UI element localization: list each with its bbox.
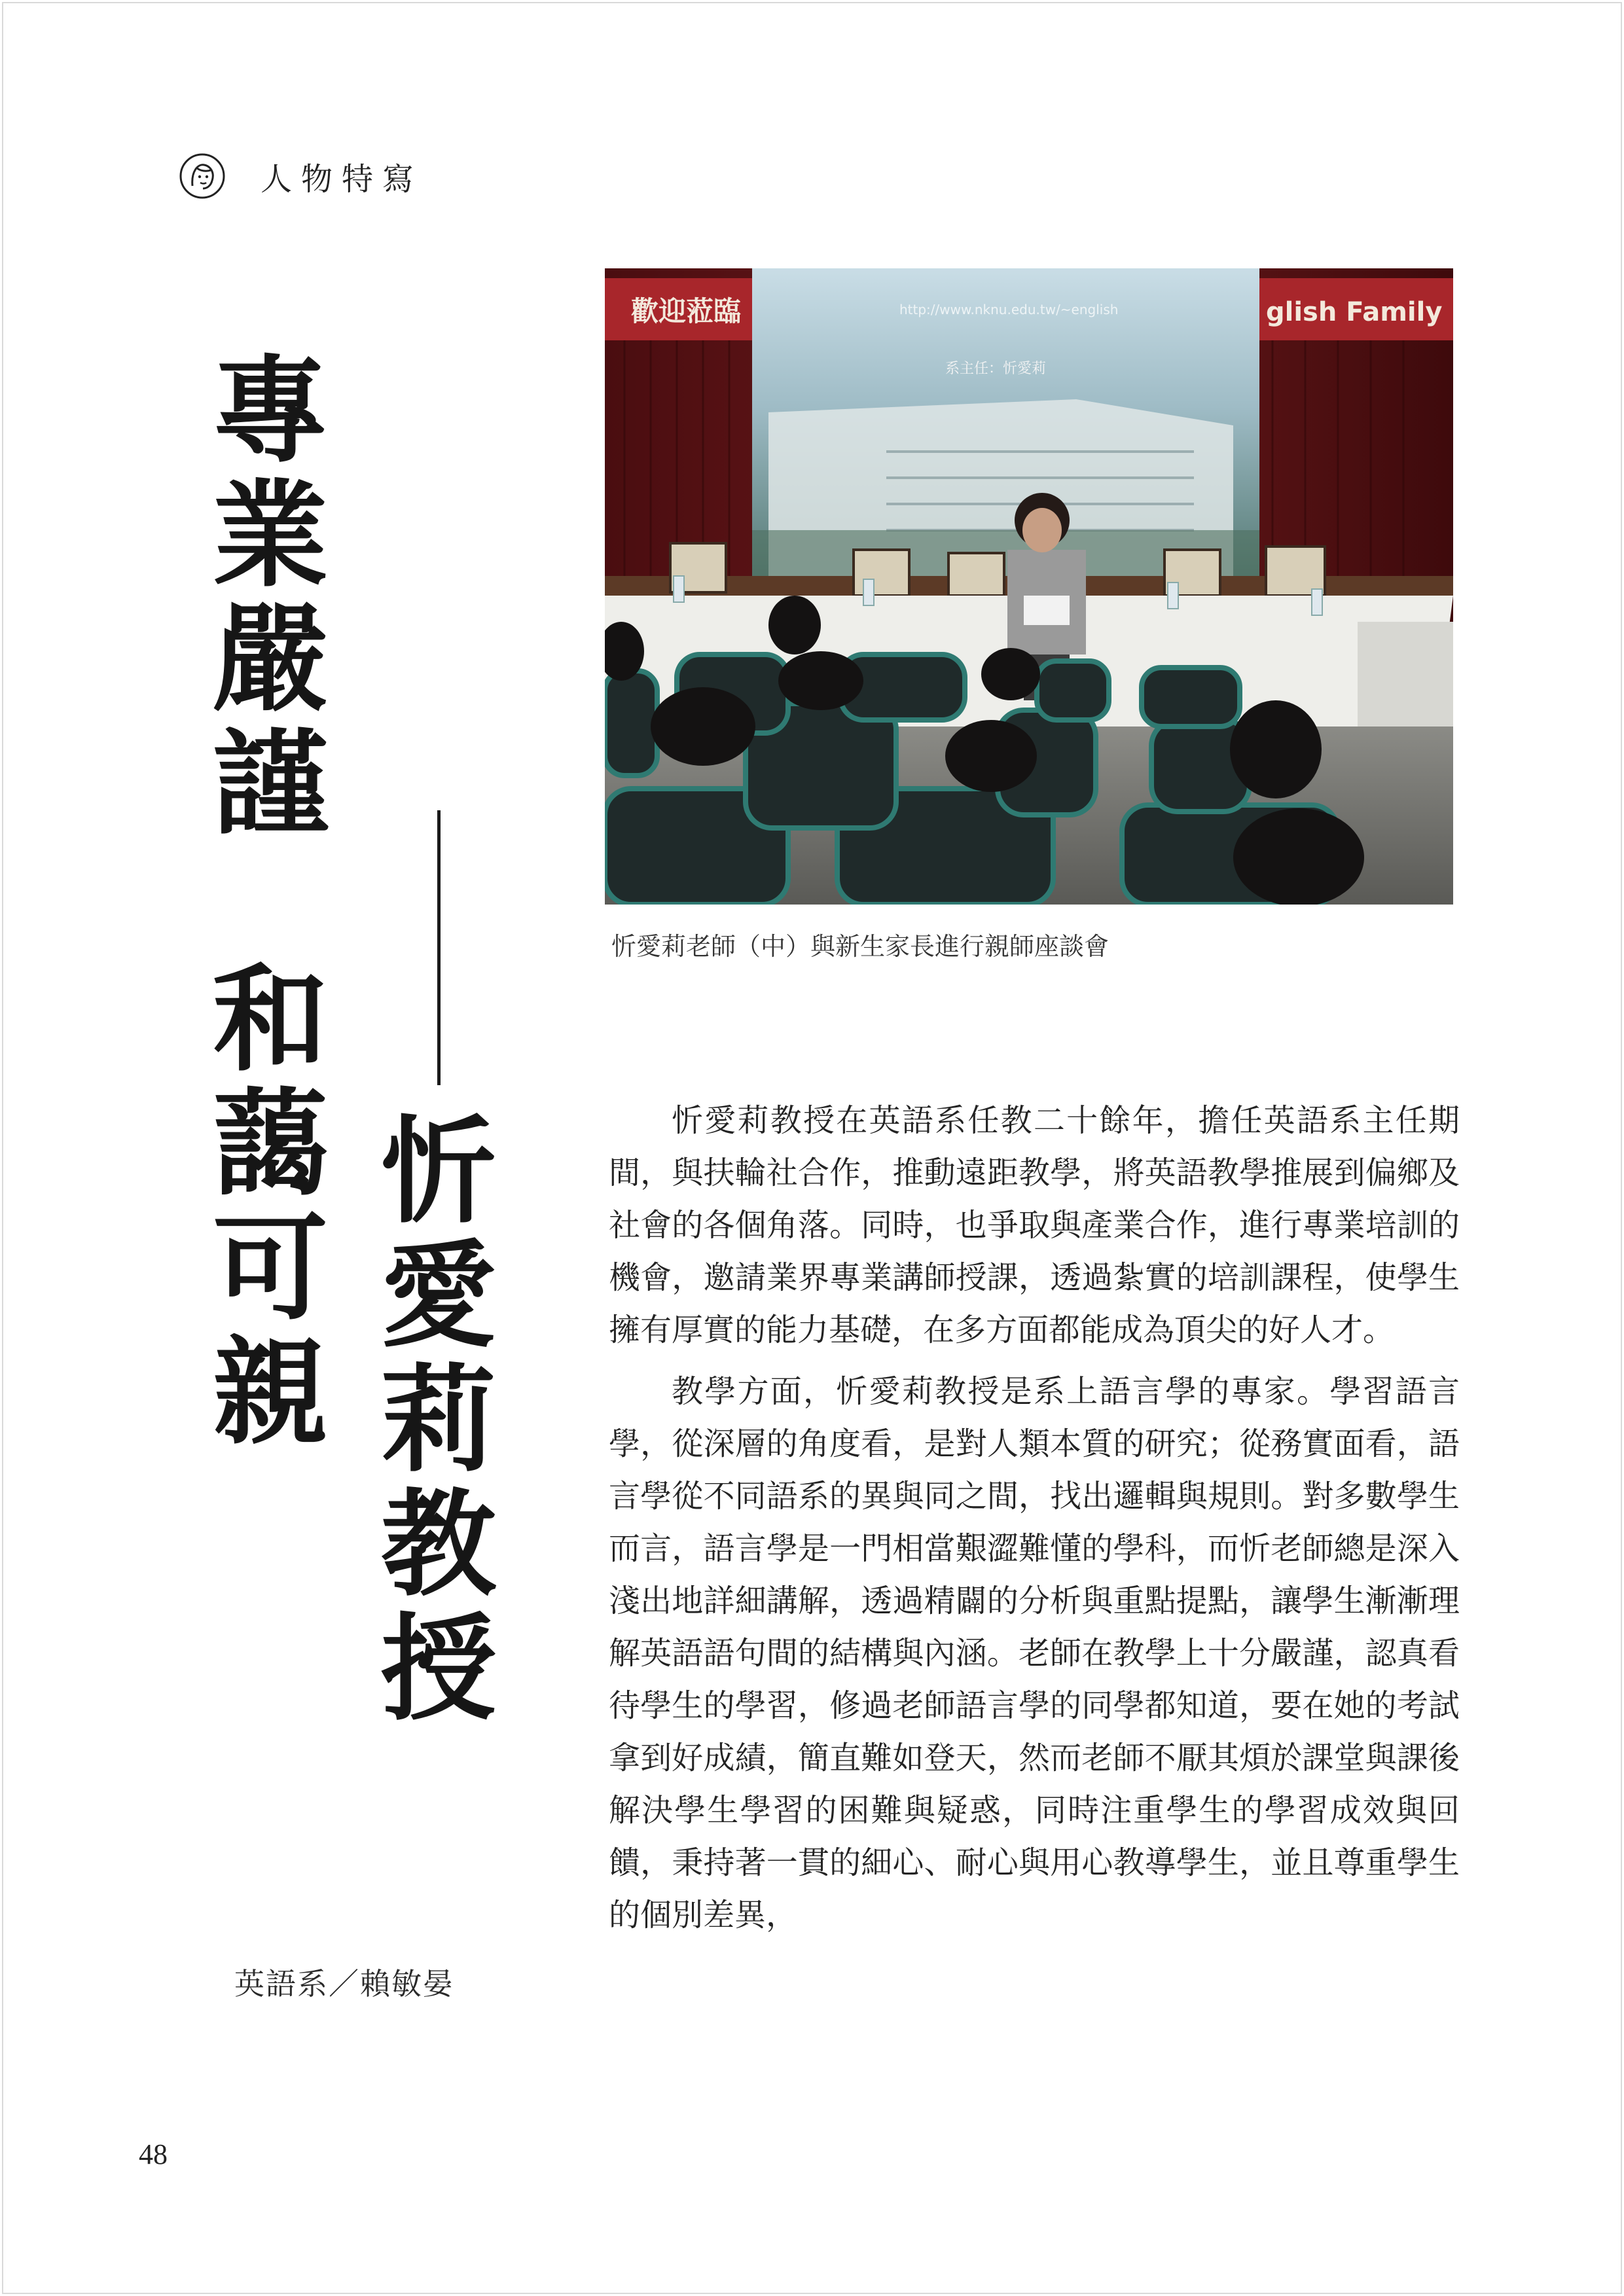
article-body <box>609 1094 1460 1950</box>
title-char: 愛 <box>380 1228 496 1363</box>
page-number: 48 <box>139 2138 168 2170</box>
banner-right-text: glish Family <box>1266 297 1443 327</box>
title-char: 莉 <box>380 1352 496 1488</box>
section-title: 人物特寫 <box>261 160 424 198</box>
title-char: 可 <box>212 1200 328 1336</box>
title-char: 忻 <box>380 1103 496 1239</box>
seminar-photo <box>605 268 1453 905</box>
byline: 英語系／賴敏晏 <box>234 1966 454 2001</box>
title-char: 授 <box>380 1601 496 1736</box>
body-paragraph: 教學方面，忻愛莉教授是系上語言學的專家。學習語言學，從深層的角度看，是對人類本質的研究；從務實面看，語言學從不同語系的異與同之間，找出邏輯與規則。對多數學生而言，語言學是一門相當艱澀難懂的學科，而忻老師總是深入淺出地詳細講解，透過精闢的分析與重點提點，讓學生漸漸理解英語語句間的結構與內涵。老師在教學上十分嚴謹，認真看待學生的學習，修過老師語言學的同學都知道，要在她的考試拿到好成績，簡直難如登天，然而老師不厭其煩於課堂與課後解決學生學習的困難與疑惑，同時注重學生的學習成效與回饋，秉持著一貫的細心、耐心與用心教導學生，並且尊重學生的個別差異， <box>609 1373 1460 1933</box>
title-char: 業 <box>212 467 328 603</box>
title-column-1 <box>208 343 333 852</box>
screen-url: http://www.nknu.edu.tw/~english <box>899 302 1119 317</box>
title-char: 專 <box>212 343 328 478</box>
title-char: 嚴 <box>212 592 328 727</box>
title-char: 藹 <box>212 1076 328 1211</box>
body-paragraph: 忻愛莉教授在英語系任教二十餘年，擔任英語系主任期間，與扶輪社合作，推動遠距教學，將英語教學推展到偏鄉及社會的各個角落。同時，也爭取與產業合作，進行專業培訓的機會，邀請業界專業講師授課，透過紮實的培訓課程，使學生擁有厚實的能力基礎，在多方面都能成為頂尖的好人才。 <box>609 1102 1460 1348</box>
photo-caption: 忻愛莉老師（中）與新生家長進行親師座談會 <box>611 932 1110 961</box>
title-dash <box>437 810 441 1085</box>
screen-line: 系主任：忻愛莉 <box>945 361 1047 377</box>
title-char: 親 <box>212 1325 328 1460</box>
banner-left-text: 歡迎蒞臨 <box>631 295 742 327</box>
section-header <box>178 152 423 200</box>
title-char: 教 <box>380 1477 496 1612</box>
title-char: 和 <box>212 952 328 1087</box>
title-column-2 <box>208 952 333 1460</box>
title-char: 謹 <box>212 716 328 852</box>
title-column-3 <box>376 810 501 1736</box>
person-portrait-icon <box>178 152 226 200</box>
